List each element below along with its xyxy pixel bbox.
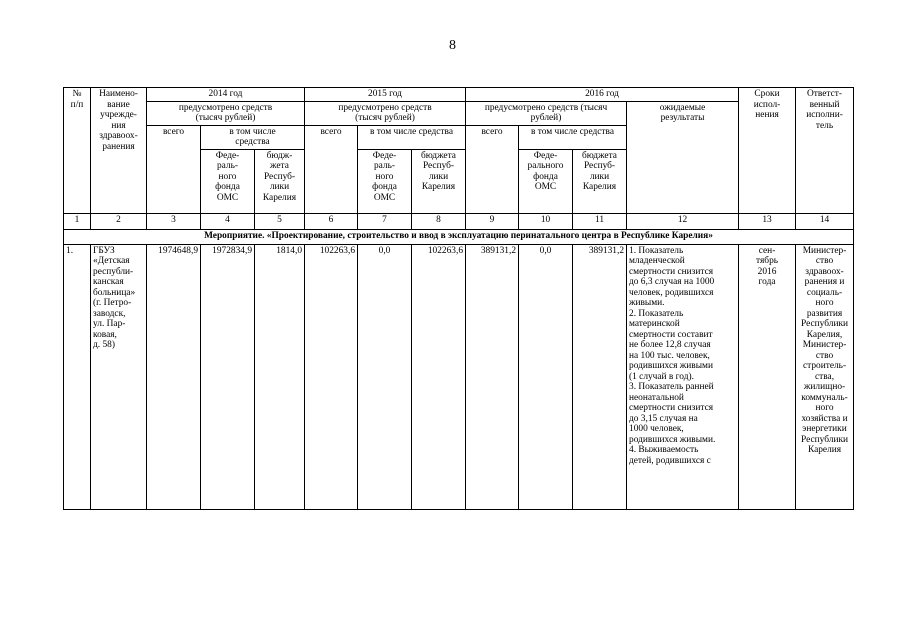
column-number: 7: [358, 213, 412, 229]
header-republic-budget-2014: бюдж- жета Респуб- лики Карелия: [255, 149, 305, 213]
header-responsible: Ответст- венный исполни- тель: [796, 88, 854, 214]
header-no: № п/п: [64, 88, 91, 214]
column-number: 8: [412, 213, 466, 229]
column-number: 5: [255, 213, 305, 229]
header-total-2015: всего: [305, 125, 358, 213]
header-total-2016: всего: [466, 125, 519, 213]
header-terms: Сроки испол- нения: [739, 88, 796, 214]
column-number: 12: [627, 213, 739, 229]
header-expected-results: ожидаемые результаты: [627, 101, 739, 213]
header-including-2016: в том числе средства: [519, 125, 627, 149]
section-title: Мероприятие. «Проектирование, строительство и ввод в эксплуатацию перинатального центра в Республике Карелия»: [64, 229, 854, 244]
expected-results: 1. Показатель младенческой смертности снизится до 6,3 случая на 1000 человек, родившихся живыми. 2. Показатель материнской смертности составит не более 12,8 случая на 100 тыс. человек, родившихся живыми (1 случай в год). 3. Показатель ранней неонатальной смертности снизится до 3,15 случая на 1000 человек, родившихся живыми. 4. Выживаемость детей, родившихся с: [627, 244, 739, 509]
row-number: 1.: [64, 244, 91, 509]
header-row-funds: [64, 101, 854, 125]
column-number: 4: [201, 213, 255, 229]
funding-table: [63, 87, 854, 510]
column-number-row: [64, 213, 854, 229]
header-funds-2014: предусмотрено средств (тысяч рублей): [147, 101, 305, 125]
header-republic-budget-2016: бюджета Респуб- лики Карелия: [573, 149, 627, 213]
header-institution: Наимено- вание учрежде- ния здравоох- ранения: [91, 88, 147, 214]
header-total-2014: всего: [147, 125, 201, 213]
header-funds-2015: предусмотрено средств (тысяч рублей): [305, 101, 466, 125]
total-2016: 389131,2: [466, 244, 519, 509]
column-number: 13: [739, 213, 796, 229]
federal-fund-2014: 1972834,9: [201, 244, 255, 509]
header-year-2014: 2014 год: [147, 88, 305, 102]
federal-fund-2016: 0,0: [519, 244, 573, 509]
header-including-2015: в том числе средства: [358, 125, 466, 149]
federal-fund-2015: 0,0: [358, 244, 412, 509]
column-number: 3: [147, 213, 201, 229]
column-number: 1: [64, 213, 91, 229]
column-number: 6: [305, 213, 358, 229]
header-row-years: [64, 88, 854, 102]
column-number: 14: [796, 213, 854, 229]
column-number: 2: [91, 213, 147, 229]
total-2014: 1974648,9: [147, 244, 201, 509]
execution-term: сен- тябрь 2016 года: [739, 244, 796, 509]
republic-budget-2015: 102263,6: [412, 244, 466, 509]
header-including-2014: в том числе средства: [201, 125, 305, 149]
republic-budget-2016: 389131,2: [573, 244, 627, 509]
header-year-2015: 2015 год: [305, 88, 466, 102]
header-funds-2016: предусмотрено средств (тысяч рублей): [466, 101, 627, 125]
page-number: 8: [449, 38, 456, 53]
republic-budget-2014: 1814,0: [255, 244, 305, 509]
header-federal-fund-2015: Феде- раль- ного фонда ОМС: [358, 149, 412, 213]
header-federal-fund-2014: Феде- раль- ного фонда ОМС: [201, 149, 255, 213]
section-row: [64, 229, 854, 244]
header-federal-fund-2016: Федe- рального фонда ОМС: [519, 149, 573, 213]
total-2015: 102263,6: [305, 244, 358, 509]
table-row: [64, 244, 854, 509]
column-number: 10: [519, 213, 573, 229]
institution-name: ГБУЗ «Детская республи- канская больница» (г. Петро- заводск, ул. Пар- ковая, д. 58): [91, 244, 147, 509]
header-year-2016: 2016 год: [466, 88, 739, 102]
column-number: 11: [573, 213, 627, 229]
responsible-executor: Министер- ство здравоох- ранения и социаль- ного развития Республики Карелия, Министер- ство строитель- ства, жилищно- коммуналь- ного хозяйства и энергетики Республики Карелия: [796, 244, 854, 509]
column-number: 9: [466, 213, 519, 229]
header-republic-budget-2015: бюджета Респуб- лики Карелия: [412, 149, 466, 213]
